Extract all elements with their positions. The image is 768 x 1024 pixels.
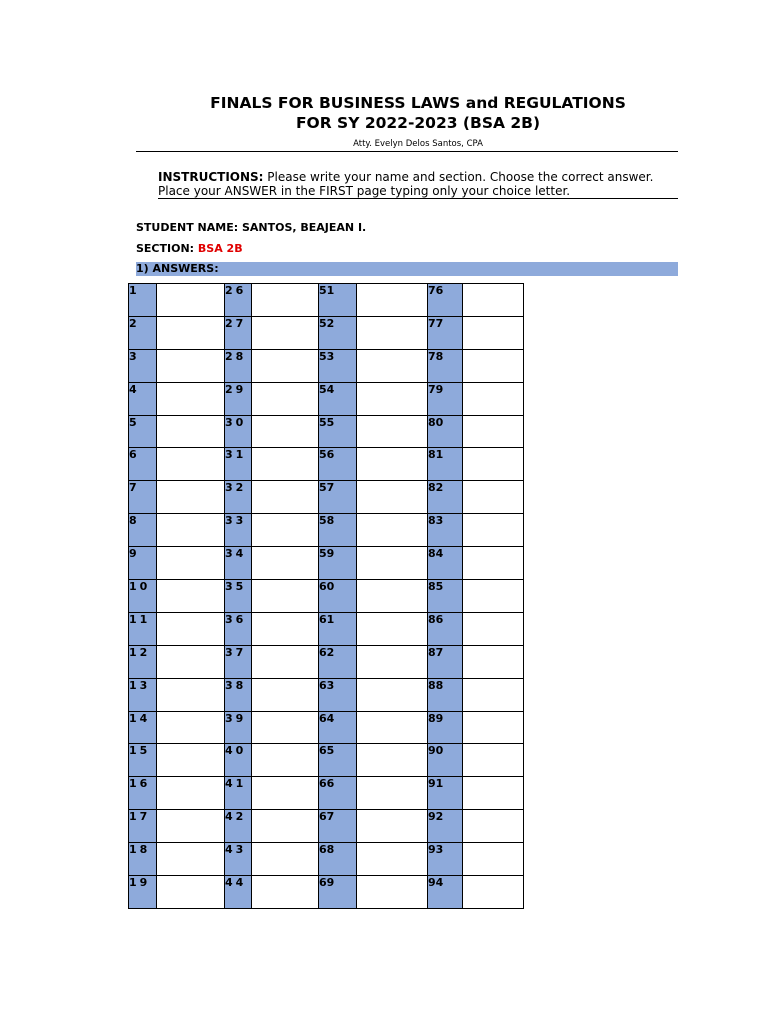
- answer-cell[interactable]: [157, 415, 225, 448]
- question-number: 85: [428, 580, 463, 613]
- answer-cell[interactable]: [252, 284, 319, 317]
- table-row: [129, 481, 524, 514]
- question-number: 1: [129, 284, 157, 317]
- answer-cell[interactable]: [357, 843, 428, 876]
- question-number: 83: [428, 514, 463, 547]
- table-row: [129, 678, 524, 711]
- question-number: 67: [319, 810, 357, 843]
- question-number: 58: [319, 514, 357, 547]
- answer-cell[interactable]: [252, 580, 319, 613]
- table-row: [129, 514, 524, 547]
- answer-cell[interactable]: [463, 810, 524, 843]
- answer-cell[interactable]: [157, 876, 225, 909]
- answer-cell[interactable]: [252, 514, 319, 547]
- title-line-1: FINALS FOR BUSINESS LAWS and REGULATIONS: [210, 94, 626, 112]
- question-number: 51: [319, 284, 357, 317]
- table-row: [129, 645, 524, 678]
- answer-cell[interactable]: [357, 284, 428, 317]
- answer-cell[interactable]: [157, 448, 225, 481]
- answer-cell[interactable]: [157, 547, 225, 580]
- question-number: 28: [225, 349, 252, 382]
- question-number: 11: [129, 612, 157, 645]
- question-number: 35: [225, 580, 252, 613]
- table-row: [129, 612, 524, 645]
- question-number: 13: [129, 678, 157, 711]
- answer-cell[interactable]: [357, 876, 428, 909]
- answer-cell[interactable]: [357, 349, 428, 382]
- answer-cell[interactable]: [157, 645, 225, 678]
- table-row: [129, 448, 524, 481]
- section-label: SECTION:: [136, 242, 198, 255]
- answer-cell[interactable]: [157, 580, 225, 613]
- student-name-field: [136, 221, 366, 234]
- answer-cell[interactable]: [463, 678, 524, 711]
- answers-heading: 1) ANSWERS:: [136, 262, 678, 276]
- question-number: 92: [428, 810, 463, 843]
- question-number: 2: [129, 316, 157, 349]
- question-number: 94: [428, 876, 463, 909]
- question-number: 12: [129, 645, 157, 678]
- question-number: 64: [319, 711, 357, 744]
- question-number: 82: [428, 481, 463, 514]
- answer-cell[interactable]: [463, 843, 524, 876]
- document-title: [120, 93, 716, 133]
- instructions-label: INSTRUCTIONS:: [158, 170, 264, 184]
- answer-cell[interactable]: [252, 349, 319, 382]
- answer-cell[interactable]: [463, 744, 524, 777]
- question-number: 36: [225, 612, 252, 645]
- question-number: 59: [319, 547, 357, 580]
- table-row: [129, 810, 524, 843]
- question-number: 91: [428, 777, 463, 810]
- question-number: 79: [428, 382, 463, 415]
- answer-cell[interactable]: [252, 382, 319, 415]
- question-number: 14: [129, 711, 157, 744]
- answer-cell[interactable]: [157, 349, 225, 382]
- question-number: 57: [319, 481, 357, 514]
- question-number: 54: [319, 382, 357, 415]
- divider-top: [136, 151, 678, 152]
- answer-cell[interactable]: [252, 744, 319, 777]
- answer-cell[interactable]: [463, 448, 524, 481]
- table-row: [129, 876, 524, 909]
- section-value[interactable]: BSA 2B: [197, 242, 243, 255]
- answer-cell[interactable]: [157, 481, 225, 514]
- question-number: 16: [129, 777, 157, 810]
- question-number: 9: [129, 547, 157, 580]
- question-number: 60: [319, 580, 357, 613]
- answer-cell[interactable]: [463, 547, 524, 580]
- answer-cell[interactable]: [463, 284, 524, 317]
- question-number: 93: [428, 843, 463, 876]
- answer-cell[interactable]: [157, 744, 225, 777]
- answer-cell[interactable]: [357, 448, 428, 481]
- table-row: [129, 547, 524, 580]
- answer-cell[interactable]: [252, 448, 319, 481]
- question-number: 42: [225, 810, 252, 843]
- question-number: 89: [428, 711, 463, 744]
- answer-cell[interactable]: [357, 777, 428, 810]
- answer-cell[interactable]: [157, 382, 225, 415]
- question-number: 34: [225, 547, 252, 580]
- answer-cell[interactable]: [357, 678, 428, 711]
- question-number: 27: [225, 316, 252, 349]
- answer-cell[interactable]: [252, 415, 319, 448]
- answer-cell[interactable]: [463, 711, 524, 744]
- answer-cell[interactable]: [463, 316, 524, 349]
- table-row: [129, 843, 524, 876]
- question-number: 43: [225, 843, 252, 876]
- answer-cell[interactable]: [357, 580, 428, 613]
- question-number: 68: [319, 843, 357, 876]
- answer-cell[interactable]: [252, 711, 319, 744]
- question-number: 62: [319, 645, 357, 678]
- answer-cell[interactable]: [463, 777, 524, 810]
- question-number: 7: [129, 481, 157, 514]
- question-number: 40: [225, 744, 252, 777]
- title-line-2: FOR SY 2022-2023 (BSA 2B): [295, 114, 541, 132]
- answer-cell[interactable]: [252, 777, 319, 810]
- answer-cell[interactable]: [463, 876, 524, 909]
- answer-cell[interactable]: [252, 481, 319, 514]
- instructions-text: Please write your name and section. Choose the correct answer. Place your ANSWER in the FIRST page typing only your choice letter.: [158, 170, 654, 198]
- table-row: [129, 382, 524, 415]
- answer-cell[interactable]: [252, 843, 319, 876]
- question-number: 44: [225, 876, 252, 909]
- question-number: 38: [225, 678, 252, 711]
- answer-cell[interactable]: [252, 316, 319, 349]
- answer-cell[interactable]: [357, 810, 428, 843]
- question-number: 76: [428, 284, 463, 317]
- answer-cell[interactable]: [463, 645, 524, 678]
- answer-cell[interactable]: [252, 645, 319, 678]
- answer-cell[interactable]: [463, 349, 524, 382]
- question-number: 86: [428, 612, 463, 645]
- table-row: [129, 777, 524, 810]
- answer-grid: [128, 283, 524, 909]
- question-number: 53: [319, 349, 357, 382]
- question-number: 84: [428, 547, 463, 580]
- question-number: 19: [129, 876, 157, 909]
- divider-instructions: [158, 198, 678, 199]
- answer-cell[interactable]: [252, 876, 319, 909]
- question-number: 80: [428, 415, 463, 448]
- question-number: 18: [129, 843, 157, 876]
- question-number: 30: [225, 415, 252, 448]
- answer-cell[interactable]: [357, 316, 428, 349]
- question-number: 78: [428, 349, 463, 382]
- question-number: 87: [428, 645, 463, 678]
- instructions-block: [158, 170, 673, 198]
- answer-cell[interactable]: [463, 514, 524, 547]
- answer-cell[interactable]: [157, 284, 225, 317]
- answer-cell[interactable]: [357, 711, 428, 744]
- question-number: 88: [428, 678, 463, 711]
- answer-cell[interactable]: [157, 711, 225, 744]
- answer-cell[interactable]: [252, 810, 319, 843]
- question-number: 31: [225, 448, 252, 481]
- answer-cell[interactable]: [157, 514, 225, 547]
- section-field: [136, 242, 243, 255]
- author-line: Atty. Evelyn Delos Santos, CPA: [353, 139, 483, 149]
- answer-cell[interactable]: [157, 777, 225, 810]
- question-number: 90: [428, 744, 463, 777]
- answer-cell[interactable]: [357, 514, 428, 547]
- answer-cell[interactable]: [252, 612, 319, 645]
- question-number: 66: [319, 777, 357, 810]
- question-number: 63: [319, 678, 357, 711]
- question-number: 5: [129, 415, 157, 448]
- answer-cell[interactable]: [357, 612, 428, 645]
- student-name-label: STUDENT NAME:: [136, 221, 242, 234]
- student-name-value[interactable]: SANTOS, BEAJEAN I.: [241, 221, 367, 234]
- question-number: 52: [319, 316, 357, 349]
- answer-cell[interactable]: [357, 481, 428, 514]
- table-row: [129, 284, 524, 317]
- question-number: 69: [319, 876, 357, 909]
- table-row: [129, 349, 524, 382]
- answer-cell[interactable]: [463, 382, 524, 415]
- question-number: 81: [428, 448, 463, 481]
- answer-cell[interactable]: [157, 316, 225, 349]
- question-number: 8: [129, 514, 157, 547]
- question-number: 15: [129, 744, 157, 777]
- question-number: 32: [225, 481, 252, 514]
- question-number: 26: [225, 284, 252, 317]
- question-number: 41: [225, 777, 252, 810]
- table-row: [129, 580, 524, 613]
- answer-cell[interactable]: [157, 612, 225, 645]
- question-number: 6: [129, 448, 157, 481]
- answer-cell[interactable]: [463, 415, 524, 448]
- question-number: 29: [225, 382, 252, 415]
- answer-cell[interactable]: [463, 481, 524, 514]
- answer-cell[interactable]: [463, 612, 524, 645]
- answer-cell[interactable]: [157, 810, 225, 843]
- table-row: [129, 711, 524, 744]
- question-number: 17: [129, 810, 157, 843]
- question-number: 33: [225, 514, 252, 547]
- answer-cell[interactable]: [357, 415, 428, 448]
- question-number: 56: [319, 448, 357, 481]
- question-number: 65: [319, 744, 357, 777]
- answer-cell[interactable]: [357, 744, 428, 777]
- table-row: [129, 744, 524, 777]
- question-number: 37: [225, 645, 252, 678]
- answer-cell[interactable]: [157, 678, 225, 711]
- answer-cell[interactable]: [357, 547, 428, 580]
- table-row: [129, 415, 524, 448]
- table-row: [129, 316, 524, 349]
- question-number: 55: [319, 415, 357, 448]
- answer-cell[interactable]: [357, 645, 428, 678]
- answer-cell[interactable]: [463, 580, 524, 613]
- question-number: 3: [129, 349, 157, 382]
- question-number: 4: [129, 382, 157, 415]
- question-number: 61: [319, 612, 357, 645]
- question-number: 77: [428, 316, 463, 349]
- question-number: 10: [129, 580, 157, 613]
- answer-cell[interactable]: [357, 382, 428, 415]
- answer-cell[interactable]: [252, 678, 319, 711]
- question-number: 39: [225, 711, 252, 744]
- answer-cell[interactable]: [252, 547, 319, 580]
- answer-cell[interactable]: [157, 843, 225, 876]
